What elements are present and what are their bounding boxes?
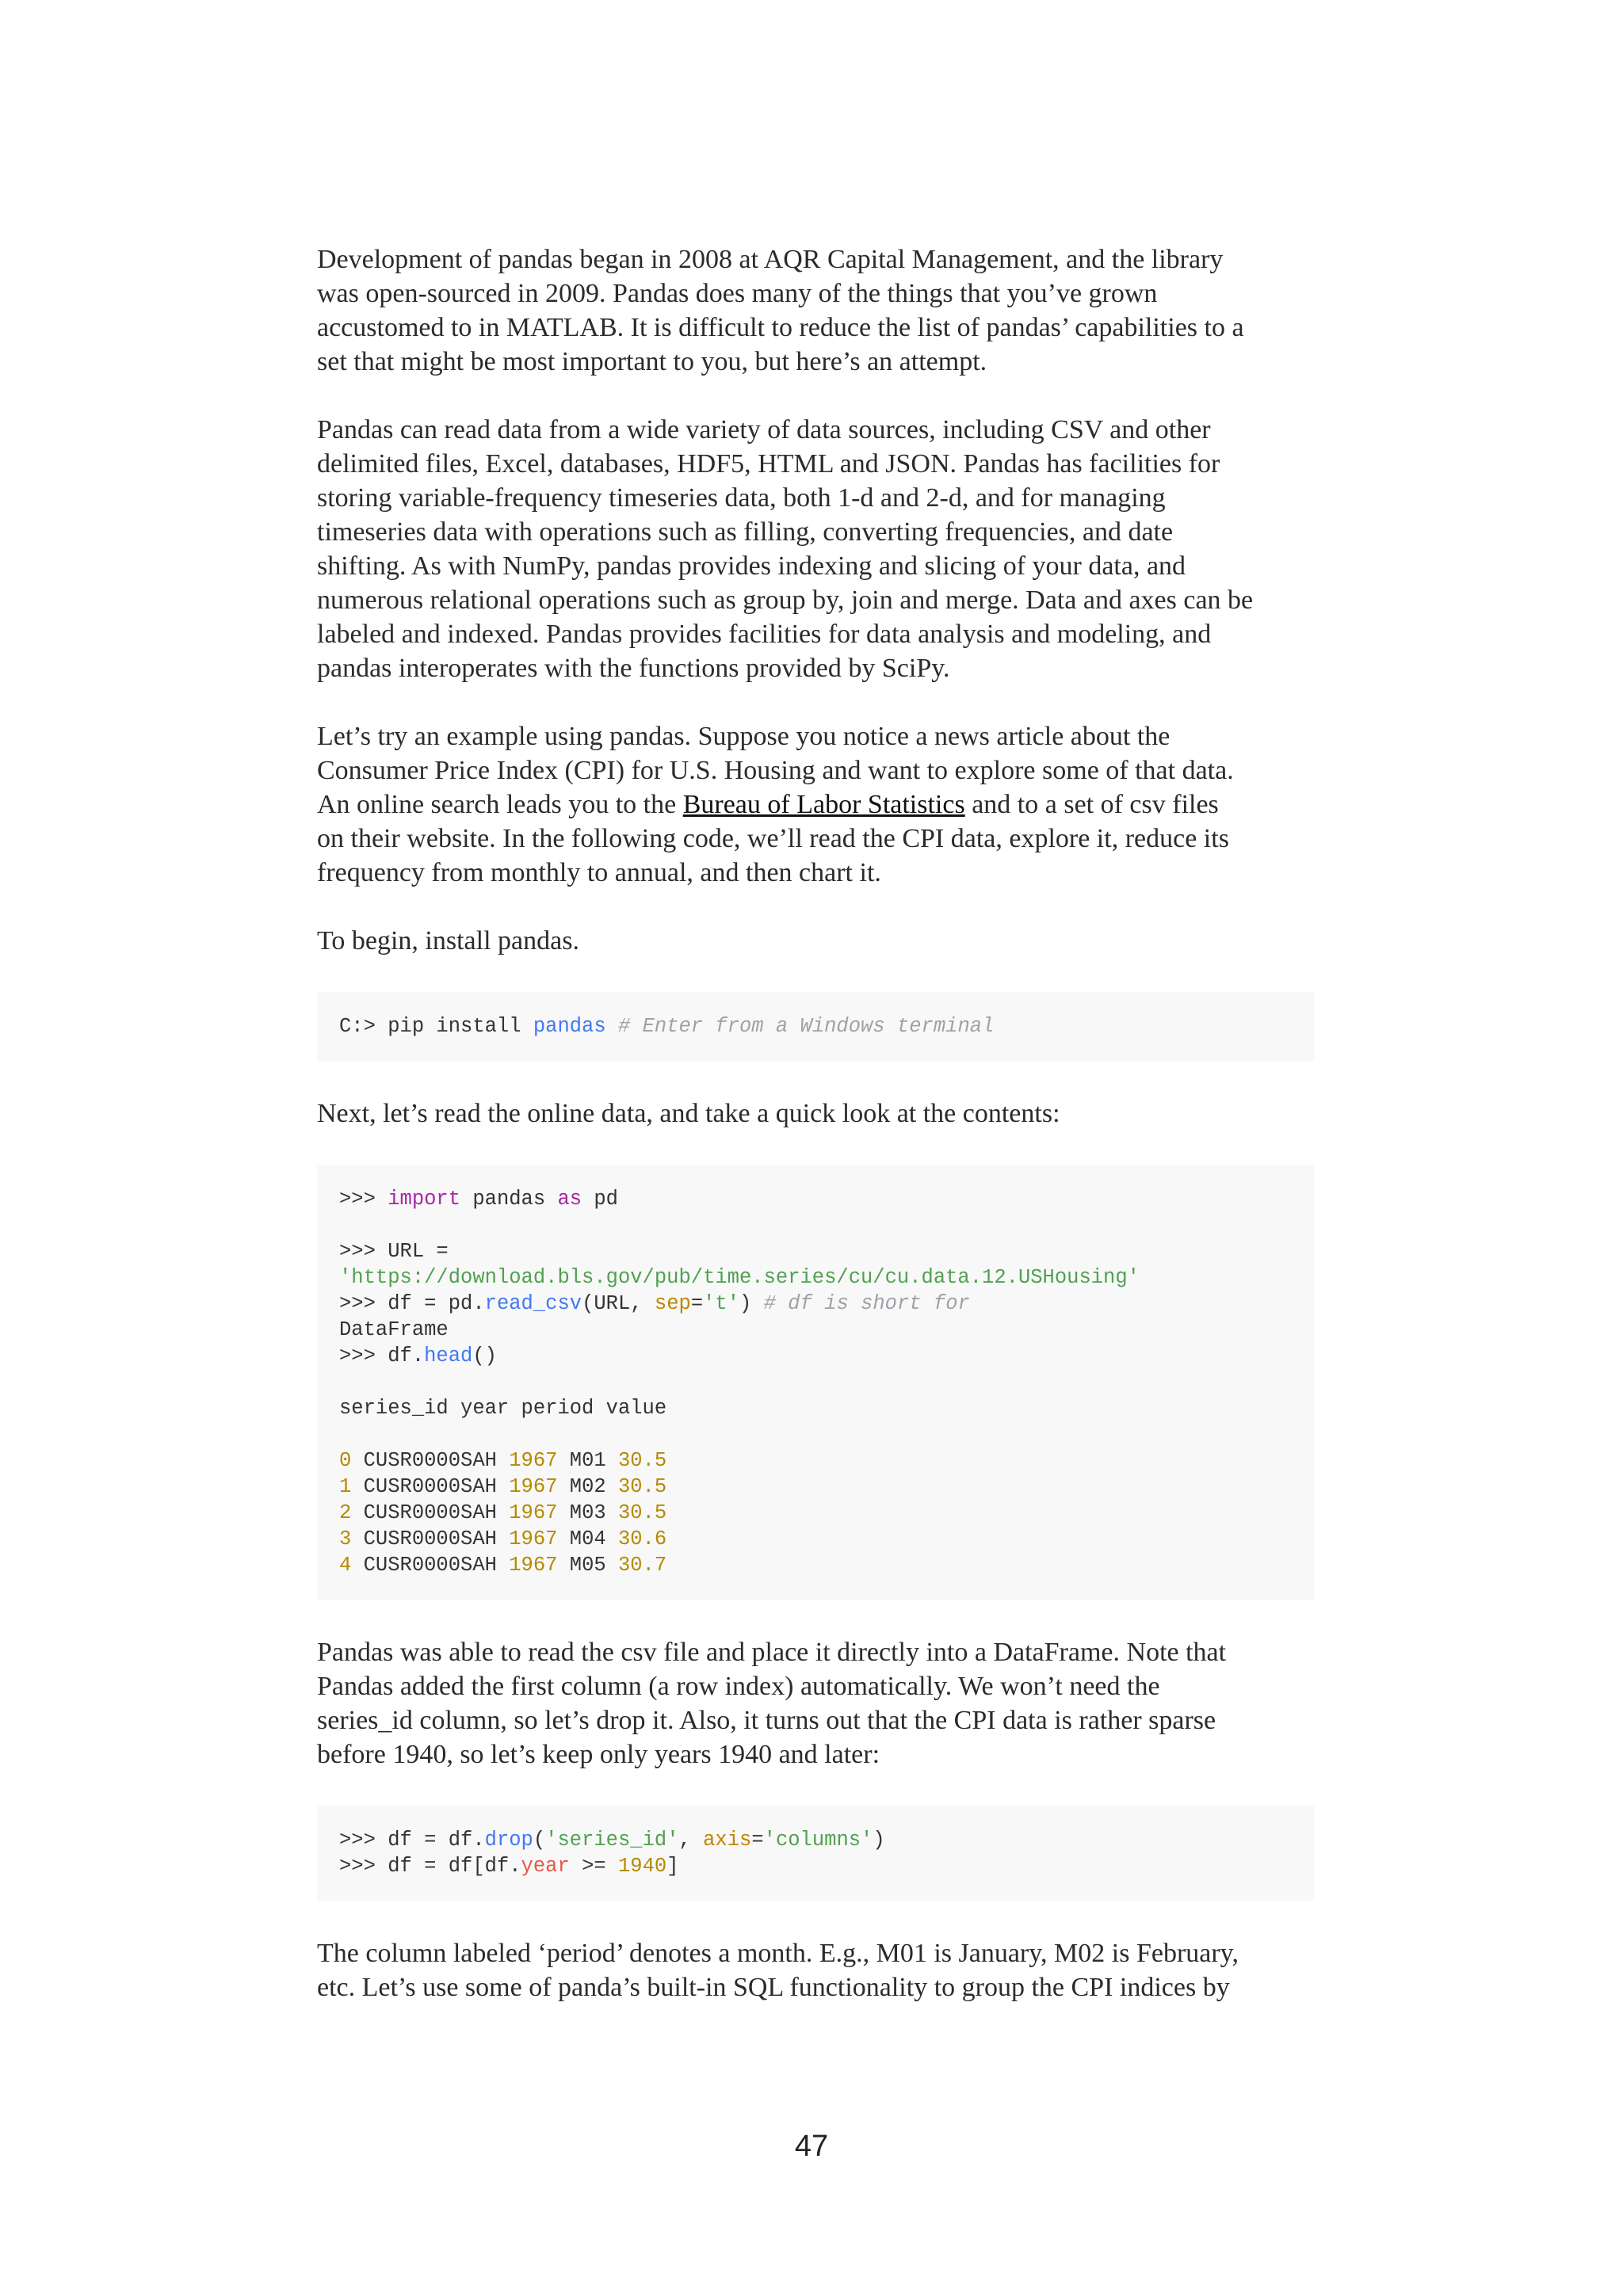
- output-row: [339, 1500, 1292, 1526]
- code-argument: axis: [703, 1829, 752, 1852]
- code-keyword: import: [388, 1188, 461, 1211]
- series-id: CUSR0000SAH: [351, 1554, 510, 1577]
- period-value: M04: [557, 1527, 618, 1550]
- period-value: M01: [557, 1449, 618, 1472]
- series-id: CUSR0000SAH: [351, 1475, 510, 1498]
- code-blank-line: [339, 1369, 1292, 1395]
- paragraph-read-data-intro: Next, let’s read the online data, and take a quick look at the contents:: [317, 1099, 1060, 1128]
- code-text: pandas: [460, 1188, 558, 1211]
- code-line: [339, 1343, 1292, 1369]
- paragraph-install-intro: To begin, install pandas.: [317, 926, 579, 955]
- code-function: head: [424, 1344, 473, 1367]
- cpi-value: 30.5: [617, 1449, 667, 1472]
- code-text: C:> pip install: [339, 1015, 533, 1038]
- code-text: (URL,: [582, 1292, 655, 1315]
- code-number: 1940: [617, 1855, 667, 1878]
- code-string: 'https://download.bls.gov/pub/time.series/cu/cu.data.12.USHousing': [339, 1266, 1140, 1289]
- row-index: 2: [339, 1501, 352, 1524]
- cpi-value: 30.5: [617, 1475, 667, 1498]
- code-text: =: [690, 1292, 704, 1315]
- cpi-value: 30.5: [617, 1501, 667, 1524]
- output-row: [339, 1526, 1292, 1552]
- code-keyword: as: [557, 1188, 582, 1211]
- row-index: 1: [339, 1475, 352, 1498]
- paragraph-text: Let’s try an example using pandas. Suppose you notice a news article about the Consumer Price Index (CPI) for U.S. Housing and want to explore some of that data. An online search leads you to the: [317, 722, 1234, 819]
- code-line: [339, 1291, 1292, 1317]
- code-text: >>> df = df.: [339, 1829, 485, 1852]
- year-value: 1967: [509, 1501, 558, 1524]
- paragraph-cpi-example: [317, 719, 1314, 890]
- code-line: DataFrame: [339, 1318, 449, 1341]
- year-value: 1967: [509, 1554, 558, 1577]
- code-function: read_csv: [484, 1292, 582, 1315]
- year-value: 1967: [509, 1475, 558, 1498]
- row-index: 3: [339, 1527, 352, 1550]
- output-row: [339, 1552, 1292, 1578]
- code-line: [339, 1186, 1292, 1212]
- code-line: [339, 1013, 1292, 1039]
- bls-link[interactable]: Bureau of Labor Statistics: [682, 790, 965, 819]
- series-id: CUSR0000SAH: [351, 1449, 510, 1472]
- year-value: 1967: [509, 1527, 558, 1550]
- code-text: >>>: [339, 1188, 388, 1211]
- code-text: pandas: [533, 1015, 606, 1038]
- code-text: (): [472, 1344, 497, 1367]
- code-block-read-csv: [317, 1165, 1314, 1600]
- paragraph-period-grouping: The column labeled ‘period’ denotes a month. E.g., M01 is January, M02 is February, etc. Let’s use some of panda’s built-in SQL functionality to group the CPI indices by: [317, 1939, 1239, 2002]
- code-text: ): [739, 1292, 764, 1315]
- paragraph-pandas-history: Development of pandas began in 2008 at AQR Capital Management, and the library was open-sourced in 2009. Pandas does many of the things that you’ve grown accustomed to in MATLAB. It is difficult to reduce the list of pandas’ capabilities to a set that might be most important to you, but here’s an attempt.: [317, 245, 1244, 376]
- row-index: 0: [339, 1449, 352, 1472]
- code-line: [339, 1264, 1292, 1291]
- code-argument: sep: [654, 1292, 691, 1315]
- code-attribute: year: [521, 1855, 570, 1878]
- series-id: CUSR0000SAH: [351, 1501, 510, 1524]
- output-row: [339, 1474, 1292, 1500]
- code-line: >>> URL =: [339, 1240, 449, 1263]
- output-header: series_id year period value: [339, 1397, 667, 1420]
- code-text: pd: [582, 1188, 618, 1211]
- code-comment: # Enter from a Windows terminal: [605, 1015, 995, 1038]
- row-index: 4: [339, 1554, 352, 1577]
- period-value: M02: [557, 1475, 618, 1498]
- code-text: ,: [678, 1829, 704, 1852]
- code-text: ]: [666, 1855, 679, 1878]
- code-block-drop-filter: [317, 1806, 1314, 1901]
- paragraph-pandas-capabilities: Pandas can read data from a wide variety of data sources, including CSV and other delimited files, Excel, databases, HDF5, HTML and JSON. Pandas has facilities for storing variable-frequency timeseries data, both 1-d and 2-d, and for managing timeseries data with operations such as filling, converting frequencies, and date shifting. As with NumPy, pandas provides indexing and slicing of your data, and numerous relational operations such as group by, join and merge. Data and axes can be labeled and indexed. Pandas provides facilities for data analysis and modeling, and pandas interoperates with the functions provided by SciPy.: [317, 415, 1254, 683]
- output-row: [339, 1447, 1292, 1474]
- code-text: (: [533, 1829, 546, 1852]
- cpi-value: 30.6: [617, 1527, 667, 1550]
- code-text: =: [751, 1829, 764, 1852]
- period-value: M05: [557, 1554, 618, 1577]
- period-value: M03: [557, 1501, 618, 1524]
- code-blank-line: [339, 1212, 1292, 1238]
- code-blank-line: [339, 1421, 1292, 1447]
- code-line: [339, 1853, 1292, 1879]
- page-number: 47: [794, 2130, 829, 2163]
- year-value: 1967: [509, 1449, 558, 1472]
- paragraph-dataframe-notes: Pandas was able to read the csv file and place it directly into a DataFrame. Note that Pandas added the first column (a row index) automatically. We won’t need the series_id column, so let’s drop it. Also, it turns out that the CPI data is rather sparse before 1940, so let’s keep only years 1940 and later:: [317, 1638, 1227, 1769]
- code-line: [339, 1827, 1292, 1853]
- code-function: drop: [484, 1829, 533, 1852]
- code-text: >=: [569, 1855, 618, 1878]
- code-string: 'series_id': [545, 1829, 679, 1852]
- code-text: >>> df = pd.: [339, 1292, 485, 1315]
- page-content: [317, 242, 1314, 2039]
- code-string: 't': [703, 1292, 740, 1315]
- code-text: >>> df = df[df.: [339, 1855, 521, 1878]
- code-comment: # df is short for: [763, 1292, 970, 1315]
- paragraph-text: and to a set of csv files on their website. In the following code, we’ll read the CPI data, explore it, reduce its frequency from monthly to annual, and then chart it.: [317, 790, 1229, 887]
- code-text: >>> df.: [339, 1344, 425, 1367]
- code-text: ): [873, 1829, 885, 1852]
- code-string: 'columns': [763, 1829, 873, 1852]
- cpi-value: 30.7: [617, 1554, 667, 1577]
- series-id: CUSR0000SAH: [351, 1527, 510, 1550]
- code-block-install: [317, 992, 1314, 1061]
